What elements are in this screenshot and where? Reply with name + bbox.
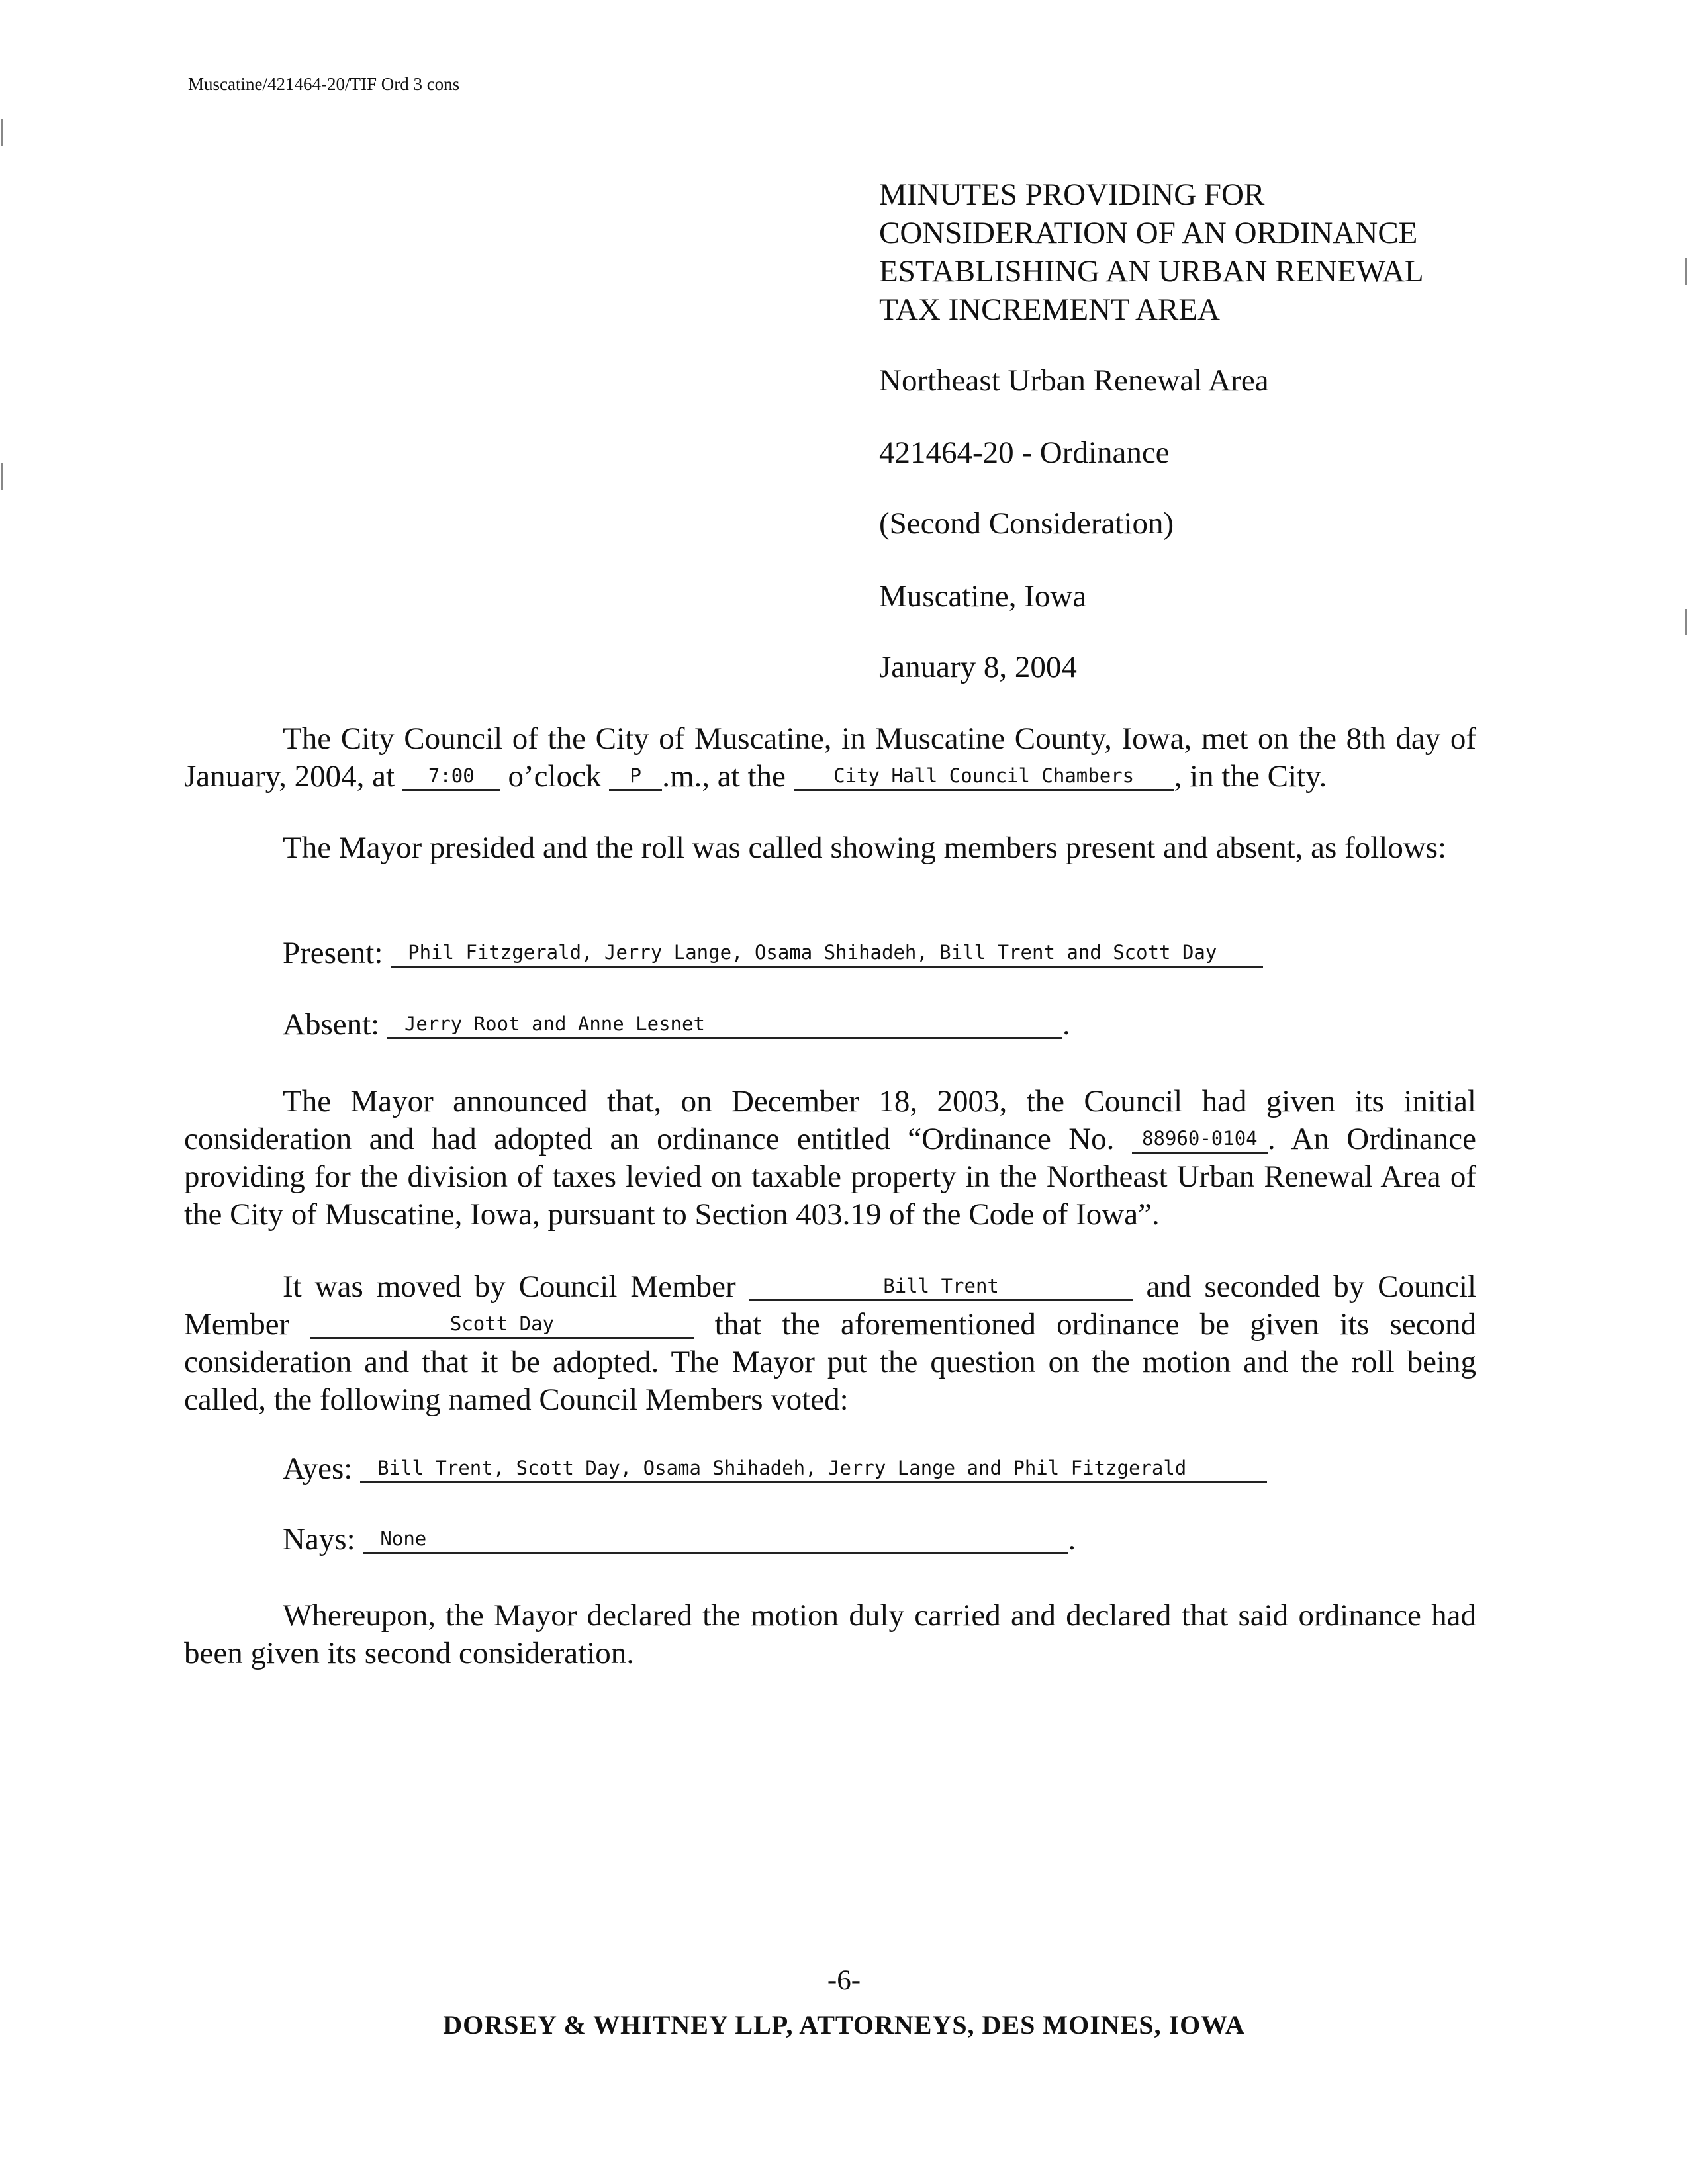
text: .m., at the	[662, 759, 786, 794]
text: , in the City.	[1174, 759, 1327, 794]
announcement-paragraph	[184, 1083, 1476, 1234]
present-members-field: Phil Fitzgerald, Jerry Lange, Osama Shihadeh, Bill Trent and Scott Day	[391, 939, 1263, 968]
title-line: TAX INCREMENT AREA	[879, 293, 1220, 327]
ordinance-number-field: 88960-0104	[1132, 1125, 1268, 1154]
meeting-location-field: City Hall Council Chambers	[794, 762, 1174, 791]
title-line: CONSIDERATION OF AN ORDINANCE	[879, 216, 1418, 250]
text: . An Ordinance providing for the division of taxes levied on taxable property in the Northeast Urban Renewal Area of the City of Muscatine, Iowa, pursuant to Section 403.19 of the Code of Iowa”.	[184, 1122, 1477, 1232]
text: The City Council of the City of Muscatine, in Muscatine County, Iowa, met on the 8th day of January, 2004, at	[184, 721, 1476, 794]
scan-edge-mark	[1, 119, 3, 146]
text: The Mayor presided and the roll was called showing members present and absent, as follows:	[283, 831, 1447, 865]
meeting-time-field: 7:00	[402, 762, 500, 791]
page-number: -6-	[827, 1965, 861, 1996]
absent-label: Absent:	[283, 1007, 380, 1042]
area-name: Northeast Urban Renewal Area	[879, 363, 1269, 398]
ayes-row	[283, 1451, 1267, 1486]
text: o’clock	[508, 759, 602, 794]
scan-edge-mark	[1, 463, 3, 490]
present-label: Present:	[283, 936, 383, 970]
consideration-stage: (Second Consideration)	[879, 506, 1174, 541]
present-row	[283, 935, 1263, 971]
text: and seconded by Council Member	[184, 1269, 1477, 1342]
meeting-date: January 8, 2004	[879, 650, 1077, 684]
scan-edge-mark	[1685, 258, 1687, 285]
text: that the aforementioned ordinance be given its second consideration and that it be adopted. The Mayor put the question on the motion and the roll being called, the following named Council Members voted:	[184, 1307, 1476, 1417]
document-reference: Muscatine/421464-20/TIF Ord 3 cons	[188, 74, 460, 94]
firm-footer: DORSEY & WHITNEY LLP, ATTORNEYS, DES MOINES, IOWA	[443, 2010, 1245, 2040]
text: Whereupon, the Mayor declared the motion duly carried and declared that said ordinance had been given its second consideration.	[184, 1598, 1476, 1670]
meeting-paragraph	[184, 720, 1476, 796]
text: The Mayor announced that, on December 18, 2003, the Council had given its initial consideration and had adopted an ordinance entitled “Ordinance No.	[184, 1084, 1476, 1156]
title-line: MINUTES PROVIDING FOR	[879, 177, 1265, 212]
conclusion-paragraph	[184, 1597, 1476, 1672]
absent-row: Absent: Jerry Root and Anne Lesnet .	[283, 1007, 1070, 1042]
ayes-members-field: Bill Trent, Scott Day, Osama Shihadeh, Jerry Lange and Phil Fitzgerald	[360, 1455, 1267, 1483]
nays-label: Nays:	[283, 1522, 355, 1557]
title-line: ESTABLISHING AN URBAN RENEWAL	[879, 254, 1424, 289]
nays-row: Nays: None .	[283, 1522, 1076, 1557]
nays-members-field: None	[363, 1525, 1068, 1554]
document-number: 421464-20 - Ordinance	[879, 435, 1170, 470]
ampm-field: P	[609, 762, 662, 791]
roll-call-paragraph	[184, 829, 1476, 867]
mover-field: Bill Trent	[749, 1273, 1133, 1301]
text: It was moved by Council Member	[283, 1269, 736, 1304]
absent-members-field: Jerry Root and Anne Lesnet	[387, 1011, 1062, 1039]
seconder-field: Scott Day	[310, 1310, 694, 1339]
motion-paragraph	[184, 1268, 1476, 1419]
ayes-label: Ayes:	[283, 1451, 353, 1486]
meeting-place: Muscatine, Iowa	[879, 579, 1087, 614]
scan-edge-mark	[1685, 609, 1687, 635]
document-title	[879, 175, 1424, 329]
